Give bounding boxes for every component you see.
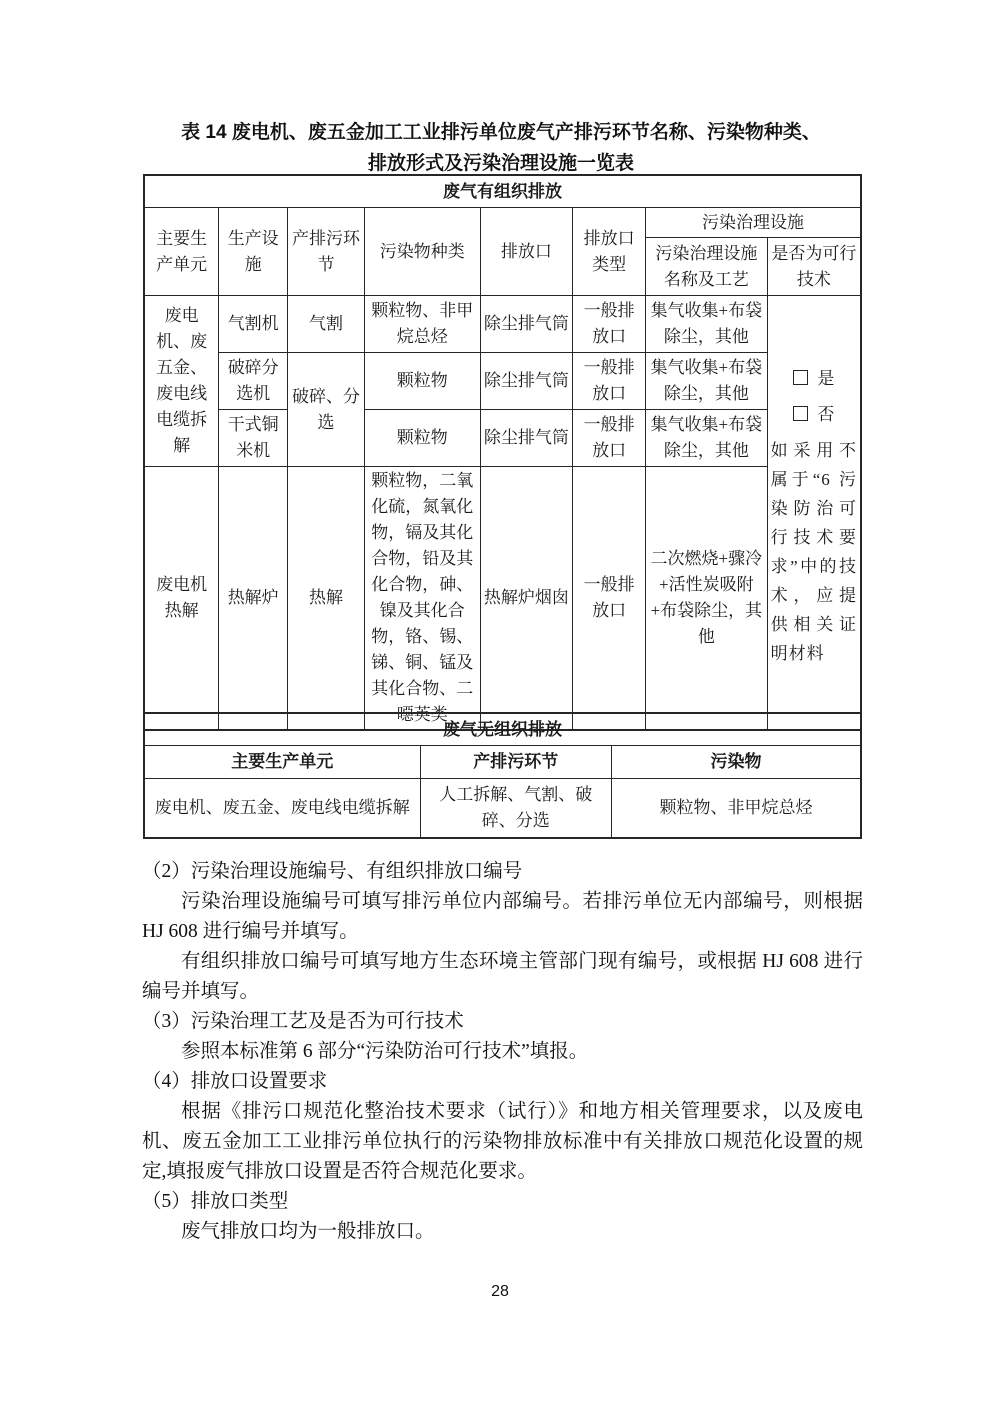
cell-outlet: 热解炉烟囱 <box>480 467 573 731</box>
item-heading-2: （2）污染治理设施编号、有组织排放口编号 <box>142 861 523 882</box>
col-header-treatment-group: 污染治理设施 <box>646 208 862 238</box>
cell-pollutants: 颗粒物、非甲烷总烃 <box>364 296 480 353</box>
cell-pollutants: 颗粒物，二氧化硫，氮氧化物，镉及其化合物，铅及其化合物，砷、镍及其化合物，铬、锡、锑、铜、锰及其化合物、二噁英类 <box>364 467 480 731</box>
feasible-yes-label: 是 <box>817 368 835 388</box>
cell-process: 热解 <box>288 467 365 731</box>
item-heading-5: （5）排放口类型 <box>142 1191 289 1212</box>
table-caption-line1: 表 14 废电机、废五金加工工业排污单位废气产排污环节名称、污染物种类、 <box>181 122 821 143</box>
cell-outlet-type: 一般排放口 <box>573 467 646 731</box>
col-header-treatment-name: 污染治理设施名称及工艺 <box>646 238 768 296</box>
paragraph: 根据《排污口规范化整治技术要求（试行）》和地方相关管理要求，以及废电机、废五金加工工业排污单位执行的污染物排放标准中有关排放口规范化设置的规定,填报废气排放口设置是否符合规范化要求。 <box>142 1101 863 1182</box>
cell-process: 破碎、分选 <box>288 353 365 467</box>
cell-outlet-type: 一般排放口 <box>573 296 646 353</box>
cell-outlet-type: 一般排放口 <box>573 410 646 467</box>
cell-pollutants: 颗粒物 <box>364 410 480 467</box>
cell-pollutant: 颗粒物、非甲烷总烃 <box>611 779 861 839</box>
cell-pollutants: 颗粒物 <box>364 353 480 410</box>
cell-feasible <box>767 296 861 731</box>
item-heading-3: （3）污染治理工艺及是否为可行技术 <box>142 1011 464 1032</box>
feasible-no-label: 否 <box>817 404 835 424</box>
checkbox-icon <box>793 406 808 421</box>
cell-treatment: 集气收集+布袋除尘，其他 <box>646 296 768 353</box>
col-header-main-unit: 主要生产单元 <box>144 208 219 296</box>
paragraph: 污染治理设施编号可填写排污单位内部编号。若排污单位无内部编号，则根据 HJ 608 进行编号并填写。 <box>142 891 863 942</box>
page-number: 28 <box>491 1283 509 1300</box>
col-header-main-unit: 主要生产单元 <box>144 746 420 779</box>
table-caption <box>140 117 862 179</box>
item-heading-4: （4）排放口设置要求 <box>142 1071 328 1092</box>
cell-main-unit: 废电机、废五金、废电线电缆拆解 <box>144 779 420 839</box>
section-header-unorganized: 废气无组织排放 <box>144 713 861 746</box>
col-header-pollutants: 污染物种类 <box>364 208 480 296</box>
col-header-feasible: 是否为可行技术 <box>767 238 861 296</box>
col-header-outlet: 排放口 <box>480 208 573 296</box>
section-header-organized: 废气有组织排放 <box>144 175 861 208</box>
cell-outlet: 除尘排气筒 <box>480 353 573 410</box>
feasible-no-option <box>771 400 857 430</box>
checkbox-icon <box>793 370 808 385</box>
cell-treatment: 集气收集+布袋除尘，其他 <box>646 410 768 467</box>
table-caption-line2: 排放形式及污染治理设施一览表 <box>367 153 634 174</box>
cell-process: 人工拆解、气割、破碎、分选 <box>420 779 611 839</box>
col-header-process: 产排污环节 <box>420 746 611 779</box>
cell-treatment: 二次燃烧+骤冷+活性炭吸附+布袋除尘，其他 <box>646 467 768 731</box>
feasible-note: 如采用不属于“6 污染防治可行技术要求”中的技术，应提供相关证明材料 <box>770 440 857 663</box>
organized-emissions-table <box>143 174 862 731</box>
cell-main-unit: 废电机热解 <box>144 467 219 731</box>
body-text <box>142 857 863 1247</box>
cell-facility: 干式铜米机 <box>219 410 288 467</box>
cell-outlet: 除尘排气筒 <box>480 410 573 467</box>
cell-treatment: 集气收集+布袋除尘，其他 <box>646 353 768 410</box>
cell-outlet: 除尘排气筒 <box>480 296 573 353</box>
paragraph: 参照本标准第 6 部分“污染防治可行技术”填报。 <box>181 1041 589 1062</box>
cell-facility: 破碎分选机 <box>219 353 288 410</box>
col-header-process: 产排污环节 <box>288 208 365 296</box>
cell-facility: 热解炉 <box>219 467 288 731</box>
paragraph: 有组织排放口编号可填写地方生态环境主管部门现有编号，或根据 HJ 608 进行编号并填写。 <box>142 951 863 1002</box>
cell-process: 气割 <box>288 296 365 353</box>
paragraph: 废气排放口均为一般排放口。 <box>181 1221 435 1242</box>
cell-facility: 气割机 <box>219 296 288 353</box>
cell-outlet-type: 一般排放口 <box>573 353 646 410</box>
col-header-pollutant: 污染物 <box>611 746 861 779</box>
feasible-yes-option <box>771 364 857 394</box>
unorganized-emissions-table <box>143 712 862 839</box>
col-header-outlet-type: 排放口类型 <box>573 208 646 296</box>
cell-main-unit: 废电机、废五金、废电线电缆拆解 <box>144 296 219 467</box>
col-header-facility: 生产设施 <box>219 208 288 296</box>
